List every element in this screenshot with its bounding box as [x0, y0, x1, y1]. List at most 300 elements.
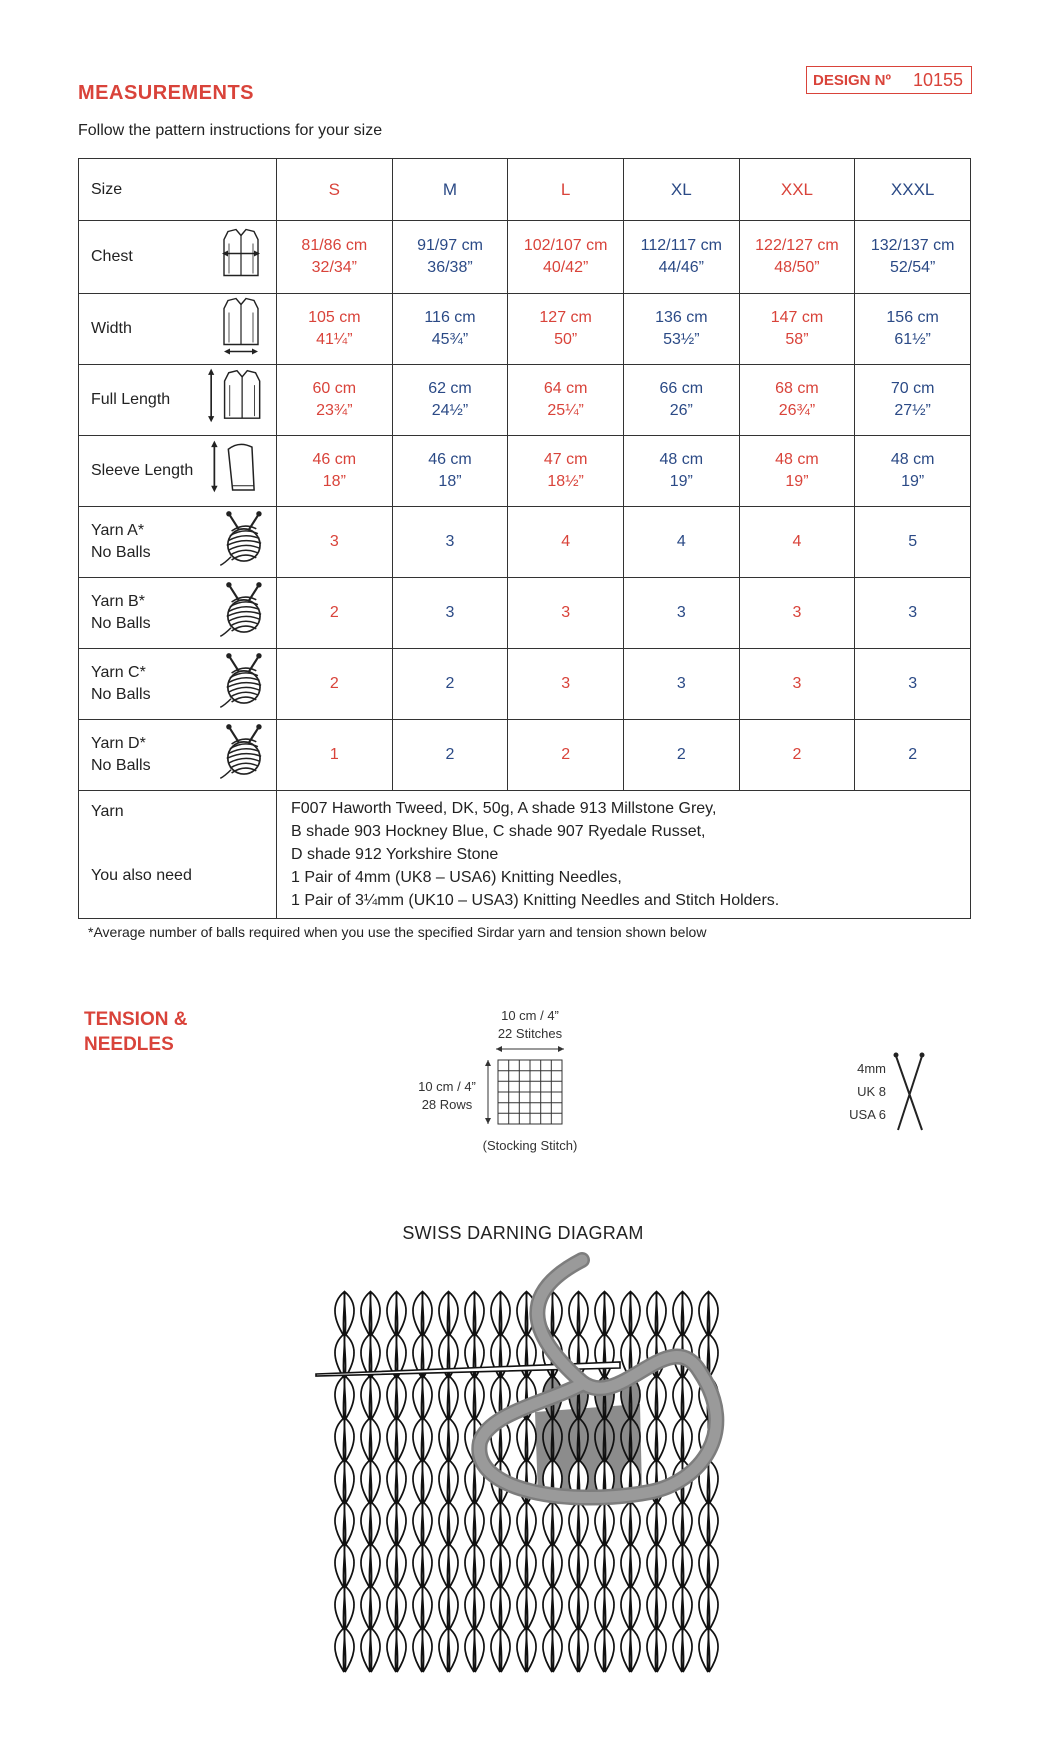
knit-stitch — [448, 1460, 458, 1504]
tension-width-label: 10 cm / 4” — [501, 1008, 559, 1023]
value-line: 2 — [445, 746, 455, 763]
value-line: 1 — [329, 746, 339, 763]
knit-stitch — [708, 1334, 718, 1378]
knit-stitch — [552, 1292, 562, 1336]
tension-title-line1: TENSION & — [84, 1009, 188, 1030]
knit-stitch — [682, 1544, 692, 1588]
knit-stitch — [413, 1292, 423, 1336]
knit-stitch — [604, 1544, 614, 1588]
page-title: MEASUREMENTS — [78, 82, 255, 104]
knit-stitch — [699, 1586, 709, 1630]
knit-stitch — [673, 1628, 683, 1672]
knit-stitch — [699, 1544, 709, 1588]
row-label-cell — [79, 720, 277, 791]
knit-stitch — [396, 1586, 406, 1630]
knit-stitch — [448, 1376, 458, 1420]
knit-stitch — [682, 1586, 692, 1630]
knit-stitch — [491, 1544, 501, 1588]
size-header-cell: Size — [79, 159, 277, 221]
knit-stitch — [439, 1376, 449, 1420]
value-line: 4 — [561, 533, 571, 550]
knit-stitch — [465, 1628, 475, 1672]
knit-stitch — [656, 1544, 666, 1588]
value-line: 3 — [561, 675, 571, 692]
knit-stitch — [474, 1586, 484, 1630]
tension-grid-icon — [490, 1044, 570, 1134]
knit-stitch — [387, 1292, 397, 1336]
yarn-ball-icon — [220, 581, 270, 646]
size-column-header: XXL — [739, 159, 855, 221]
value-cell — [739, 365, 855, 436]
value-cell — [392, 365, 508, 436]
value-line: 48/50” — [774, 259, 820, 276]
value-cell — [855, 365, 971, 436]
knit-stitch — [344, 1586, 354, 1630]
knit-stitch — [552, 1586, 562, 1630]
knit-stitch — [647, 1292, 657, 1336]
knit-stitch — [422, 1502, 432, 1546]
value-cell — [277, 436, 393, 507]
knit-stitch — [344, 1544, 354, 1588]
knit-stitch — [517, 1502, 527, 1546]
knit-stitch — [387, 1460, 397, 1504]
value-line: 2 — [329, 604, 339, 621]
knit-stitch — [491, 1502, 501, 1546]
yarn-info-label-cell — [79, 791, 277, 919]
yarn-detail-line: D shade 912 Yorkshire Stone — [291, 846, 499, 863]
knit-stitch — [500, 1502, 510, 1546]
row-label: Yarn B* — [91, 593, 145, 610]
knit-stitch — [682, 1628, 692, 1672]
knit-stitch — [647, 1628, 657, 1672]
value-line: 64 cm — [543, 380, 588, 397]
knit-stitch — [413, 1628, 423, 1672]
knit-stitch — [673, 1292, 683, 1336]
knit-stitch — [656, 1376, 666, 1420]
size-column-header: XXXL — [855, 159, 971, 221]
value-line: 45¾” — [431, 331, 469, 348]
knit-stitch — [344, 1334, 354, 1378]
tension-rows-label: 28 Rows — [421, 1097, 473, 1112]
knit-stitch — [396, 1544, 406, 1588]
knit-stitch — [526, 1418, 536, 1462]
value-cell — [392, 294, 508, 365]
needle-usa-label: USA 6 — [849, 1107, 886, 1122]
knit-stitch — [396, 1460, 406, 1504]
value-cell — [508, 578, 624, 649]
design-number: 10155 — [913, 69, 964, 90]
value-line: 48 cm — [775, 451, 819, 468]
knit-stitch — [682, 1502, 692, 1546]
value-cell — [508, 436, 624, 507]
knit-stitch — [474, 1376, 484, 1420]
knit-stitch — [439, 1460, 449, 1504]
value-cell — [739, 578, 855, 649]
knit-stitch — [595, 1628, 605, 1672]
knit-stitch — [517, 1292, 527, 1336]
knit-stitch — [413, 1544, 423, 1588]
knit-stitch — [448, 1502, 458, 1546]
value-cell — [508, 294, 624, 365]
knit-stitch — [578, 1292, 588, 1336]
knit-stitch — [517, 1544, 527, 1588]
value-line: 4 — [676, 533, 686, 550]
value-line: 46 cm — [428, 451, 472, 468]
knit-stitch — [604, 1628, 614, 1672]
value-line: 23¾” — [316, 402, 353, 419]
value-line: 3 — [792, 604, 802, 621]
value-line: 112/117 cm — [640, 237, 722, 254]
knit-stitch — [595, 1292, 605, 1336]
knit-stitch — [647, 1376, 657, 1420]
yarn-detail-line: B shade 903 Hockney Blue, C shade 907 Ryedale Russet, — [291, 823, 706, 840]
knit-stitch — [604, 1502, 614, 1546]
knit-stitch — [656, 1628, 666, 1672]
knit-stitch — [465, 1292, 475, 1336]
value-line: 2 — [908, 746, 918, 763]
knit-stitch — [621, 1628, 631, 1672]
knit-stitch — [595, 1544, 605, 1588]
value-line: 116 cm — [424, 309, 476, 326]
value-line: 36/38” — [427, 259, 473, 276]
knit-stitch — [422, 1586, 432, 1630]
knit-stitch — [578, 1544, 588, 1588]
value-cell — [508, 649, 624, 720]
width-measure-icon — [214, 294, 270, 365]
knit-stitch — [396, 1376, 406, 1420]
row-label-secondary: No Balls — [91, 757, 151, 774]
knit-stitch — [361, 1376, 371, 1420]
knit-stitch — [656, 1586, 666, 1630]
knit-stitch — [439, 1586, 449, 1630]
knit-stitch — [500, 1292, 510, 1336]
value-line: 24½” — [431, 402, 469, 419]
knit-stitch — [526, 1544, 536, 1588]
value-line: 61½” — [894, 331, 931, 348]
value-line: 48 cm — [659, 451, 704, 468]
value-cell — [623, 720, 739, 791]
row-label-cell — [79, 221, 277, 294]
table-header-row — [79, 159, 971, 221]
value-cell — [623, 578, 739, 649]
value-cell — [855, 720, 971, 791]
knit-stitch — [552, 1628, 562, 1672]
row-label-secondary: No Balls — [91, 686, 151, 703]
knit-stitch — [465, 1460, 475, 1504]
knit-stitch — [361, 1418, 371, 1462]
knit-stitch — [621, 1292, 631, 1336]
knit-stitch — [491, 1586, 501, 1630]
design-number-box — [806, 66, 972, 94]
knit-stitch — [647, 1418, 657, 1462]
value-cell — [623, 365, 739, 436]
value-line: 3 — [676, 675, 686, 692]
value-cell — [855, 578, 971, 649]
knit-stitch — [604, 1586, 614, 1630]
knit-stitch — [422, 1628, 432, 1672]
knit-stitch — [448, 1418, 458, 1462]
value-line: 52/54” — [889, 259, 936, 276]
value-line: 46 cm — [312, 451, 357, 468]
knit-stitch — [465, 1502, 475, 1546]
length-measure-icon — [206, 366, 270, 435]
value-cell — [855, 649, 971, 720]
value-line: 60 cm — [312, 380, 357, 397]
knit-stitch — [673, 1544, 683, 1588]
knit-stitch — [396, 1292, 406, 1336]
value-cell — [855, 507, 971, 578]
value-cell — [508, 720, 624, 791]
value-line: 2 — [792, 746, 802, 763]
value-line: 136 cm — [655, 309, 708, 326]
row-label: Yarn D* — [91, 735, 146, 752]
knit-stitch — [370, 1292, 380, 1336]
value-cell — [739, 720, 855, 791]
knit-stitch — [370, 1544, 380, 1588]
chest-measure-icon — [214, 225, 270, 290]
value-cell — [392, 578, 508, 649]
knit-stitch — [344, 1460, 354, 1504]
value-line: 3 — [445, 533, 455, 550]
value-cell — [277, 720, 393, 791]
value-line: 147 cm — [770, 309, 824, 326]
size-column-header: S — [277, 159, 393, 221]
value-line: 2 — [676, 746, 686, 763]
value-cell — [277, 365, 393, 436]
knit-stitch — [630, 1292, 640, 1336]
value-cell — [392, 507, 508, 578]
row-label-cell — [79, 365, 277, 436]
value-cell — [623, 436, 739, 507]
value-line: 19” — [669, 473, 693, 490]
value-cell — [392, 649, 508, 720]
knit-stitch — [647, 1544, 657, 1588]
knit-stitch — [673, 1502, 683, 1546]
knit-stitch — [578, 1502, 588, 1546]
knit-stitch — [569, 1628, 579, 1672]
needle-mm-label: 4mm — [857, 1061, 886, 1076]
value-line: 3 — [329, 533, 339, 550]
knit-stitch — [491, 1292, 501, 1336]
value-line: 132/137 cm — [870, 237, 955, 254]
knit-stitch — [699, 1628, 709, 1672]
value-line: 62 cm — [428, 380, 472, 397]
knit-stitch — [569, 1544, 579, 1588]
knit-stitch — [439, 1502, 449, 1546]
value-cell — [392, 436, 508, 507]
knit-stitch — [543, 1544, 553, 1588]
value-line: 3 — [561, 604, 571, 621]
value-cell — [508, 365, 624, 436]
value-cell — [508, 221, 624, 294]
knit-stitch — [708, 1460, 718, 1504]
knit-stitch — [370, 1418, 380, 1462]
knit-stitch — [413, 1376, 423, 1420]
knit-stitch — [422, 1418, 432, 1462]
knit-stitch — [699, 1292, 709, 1336]
knit-stitch — [344, 1502, 354, 1546]
yarn-label: Yarn — [91, 803, 124, 820]
knit-stitch — [708, 1628, 718, 1672]
row-label: Yarn A* — [91, 522, 145, 539]
value-line: 91/97 cm — [417, 237, 483, 254]
value-line: 19” — [901, 473, 925, 490]
knit-stitch — [552, 1544, 562, 1588]
knit-stitch — [708, 1544, 718, 1588]
knit-stitch — [439, 1292, 449, 1336]
row-label-cell — [79, 294, 277, 365]
table-row — [79, 436, 971, 507]
value-line: 47 cm — [543, 451, 588, 468]
value-cell — [277, 578, 393, 649]
knit-stitch — [517, 1586, 527, 1630]
knit-stitch — [682, 1292, 692, 1336]
knit-stitch — [387, 1628, 397, 1672]
knit-stitch — [370, 1376, 380, 1420]
value-line: 66 cm — [659, 380, 704, 397]
knit-stitch — [439, 1628, 449, 1672]
knit-stitch — [673, 1586, 683, 1630]
knit-stitch — [630, 1544, 640, 1588]
value-line: 2 — [561, 746, 571, 763]
knit-stitch — [396, 1502, 406, 1546]
knit-stitch — [604, 1292, 614, 1336]
value-line: 102/107 cm — [523, 237, 608, 254]
knit-stitch — [647, 1502, 657, 1546]
value-line: 3 — [908, 675, 918, 692]
value-line: 41¼” — [316, 331, 353, 348]
value-cell — [277, 294, 393, 365]
knit-stitch — [370, 1460, 380, 1504]
knit-stitch — [673, 1418, 683, 1462]
knit-stitch — [448, 1292, 458, 1336]
knit-stitch — [335, 1586, 345, 1630]
footnote: *Average number of balls required when you use the specified Sirdar yarn and tension shown below — [88, 924, 707, 940]
knit-stitch — [448, 1628, 458, 1672]
value-line: 2 — [329, 675, 339, 692]
knit-stitch — [578, 1586, 588, 1630]
knit-stitch — [708, 1586, 718, 1630]
needle-detail-line: 1 Pair of 3¼mm (UK10 – USA3) Knitting Needles and Stitch Holders. — [291, 892, 780, 909]
yarn-ball-icon — [220, 510, 270, 575]
knit-stitch — [517, 1628, 527, 1672]
you-also-need-label: You also need — [91, 867, 192, 884]
knit-stitch — [335, 1334, 345, 1378]
value-line: 4 — [792, 533, 802, 550]
row-label: Width — [91, 320, 132, 337]
knitting-needles-icon — [890, 1050, 930, 1134]
value-line: 5 — [908, 533, 918, 550]
value-line: 25¼” — [547, 402, 584, 419]
knit-stitch — [413, 1460, 423, 1504]
knit-stitch — [474, 1292, 484, 1336]
knit-stitch — [361, 1544, 371, 1588]
knit-stitch — [344, 1376, 354, 1420]
tension-stitches-label: 22 Stitches — [497, 1026, 563, 1041]
table-row — [79, 507, 971, 578]
value-line: 32/34” — [311, 259, 358, 276]
yarn-ball-icon — [220, 652, 270, 717]
value-line: 127 cm — [539, 309, 592, 326]
knit-stitch — [543, 1502, 553, 1546]
value-line: 18” — [438, 473, 462, 490]
knit-stitch — [335, 1292, 345, 1336]
knit-stitch — [370, 1586, 380, 1630]
knit-stitch — [500, 1544, 510, 1588]
knit-stitch — [396, 1628, 406, 1672]
row-label-secondary: No Balls — [91, 544, 151, 561]
knit-stitch — [370, 1502, 380, 1546]
knit-stitch — [526, 1502, 536, 1546]
yarn-ball-icon — [220, 723, 270, 788]
value-line: 53½” — [663, 331, 700, 348]
knit-stitch — [413, 1586, 423, 1630]
knit-stitch — [422, 1460, 432, 1504]
knit-stitch — [387, 1586, 397, 1630]
value-cell — [739, 649, 855, 720]
row-label: Chest — [91, 248, 133, 265]
intro-text: Follow the pattern instructions for your size — [78, 122, 383, 139]
value-line: 48 cm — [890, 451, 935, 468]
value-line: 44/46” — [658, 259, 704, 276]
value-cell — [739, 221, 855, 294]
table-row — [79, 294, 971, 365]
value-cell — [623, 507, 739, 578]
knit-stitch — [500, 1586, 510, 1630]
knit-stitch — [422, 1544, 432, 1588]
knit-stitch — [465, 1544, 475, 1588]
stitch-type-label: (Stocking Stitch) — [482, 1138, 578, 1153]
value-cell — [623, 649, 739, 720]
table-row — [79, 578, 971, 649]
value-line: 26” — [669, 402, 693, 419]
value-line: 3 — [676, 604, 686, 621]
knit-stitch — [396, 1418, 406, 1462]
row-label: Full Length — [91, 391, 171, 408]
value-line: 68 cm — [775, 380, 819, 397]
sleeve-measure-icon — [206, 439, 270, 504]
value-cell — [855, 221, 971, 294]
knit-stitch — [335, 1460, 345, 1504]
knit-stitch — [708, 1502, 718, 1546]
knit-stitch — [361, 1628, 371, 1672]
size-column-header: XL — [623, 159, 739, 221]
value-line: 19” — [785, 473, 809, 490]
knit-stitch — [656, 1292, 666, 1336]
knit-stitch — [526, 1628, 536, 1672]
knit-stitch — [448, 1544, 458, 1588]
knit-stitch — [335, 1628, 345, 1672]
value-line: 26¾” — [778, 402, 816, 419]
tension-title — [84, 1007, 187, 1057]
knit-stitch — [413, 1418, 423, 1462]
value-cell — [623, 294, 739, 365]
value-line: 58” — [785, 331, 809, 348]
value-line: 3 — [908, 604, 918, 621]
knit-stitch — [361, 1502, 371, 1546]
knit-stitch — [708, 1292, 718, 1336]
knit-stitch — [387, 1502, 397, 1546]
knit-stitch — [543, 1586, 553, 1630]
knit-stitch — [491, 1628, 501, 1672]
knit-stitch — [656, 1502, 666, 1546]
value-line: 27½” — [894, 402, 931, 419]
knit-stitch — [569, 1586, 579, 1630]
knit-stitch — [595, 1502, 605, 1546]
knit-stitch — [474, 1628, 484, 1672]
value-cell — [277, 649, 393, 720]
value-line: 81/86 cm — [301, 237, 368, 254]
